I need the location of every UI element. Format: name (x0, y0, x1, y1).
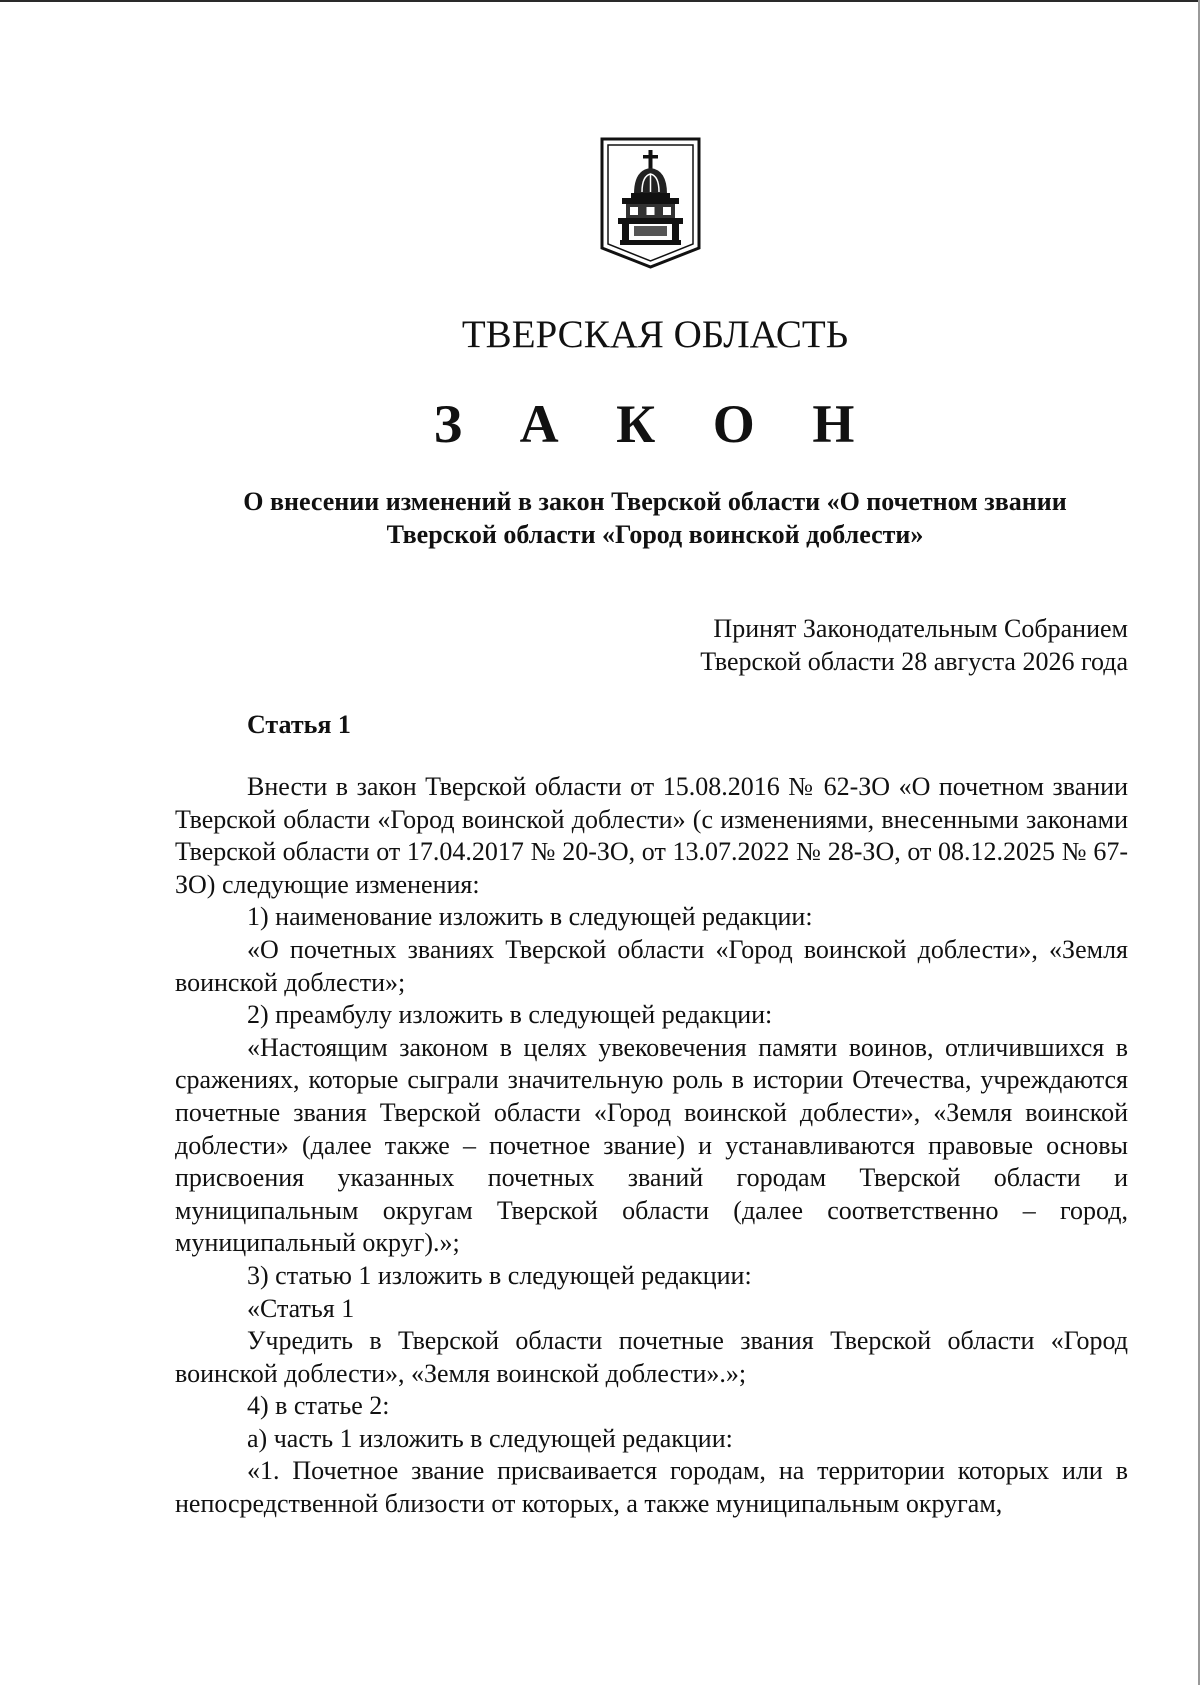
article-body (175, 771, 1128, 1521)
adoption-line-1: Принят Законодательным Собранием (713, 614, 1128, 643)
article-paragraph: «Статья 1 (247, 1293, 355, 1323)
article-paragraph: 3) статью 1 изложить в следующей редакции: (247, 1260, 752, 1290)
article-paragraph: 1) наименование изложить в следующей редакции: (247, 902, 813, 932)
adoption-note (600, 612, 1128, 678)
document-type: З А К О Н (433, 394, 877, 454)
article-paragraph: «О почетных званиях Тверской области «Город воинской доблести», «Земля воинской доблести»; (175, 934, 1128, 997)
article-paragraph: 4) в статье 2: (247, 1391, 390, 1421)
adoption-line-2: Тверской области 28 августа 2026 года (700, 647, 1128, 676)
law-title-line-1: О внесении изменений в закон Тверской области «О почетном звании (243, 487, 1067, 516)
article-heading: Статья 1 (247, 710, 351, 739)
tver-coat-of-arms-icon (598, 136, 703, 271)
article-paragraph: «Настоящим законом в целях увековечения памяти воинов, отличившихся в сражениях, которые сыграли значительную роль в истории Отечества, учреждаются почетные звания Тверской области «Город воинской доблести», «Земля воинской доблести» (далее также – почетное звание) и устанавливаются правовые основы присвоения указанных почетных званий городам Тверской области и муниципальным округам Тверской области (далее соответственно – город, муниципальный округ).»; (175, 1032, 1128, 1258)
article-paragraph: а) часть 1 изложить в следующей редакции: (247, 1423, 733, 1453)
scan-border-top (0, 0, 1200, 2)
article-paragraph: «1. Почетное звание присваивается городам, на территории которых или в непосредственной близости от которых, а также муниципальным округам, (175, 1456, 1128, 1519)
article-paragraph: Внести в закон Тверской области от 15.08.2016 № 62-ЗО «О почетном звании Тверской области «Город воинской доблести» (с изменениями, внесенными законами Тверской области от 17.04.2017 № 20-ЗО, от 13.07.2022 № 28-ЗО, от 08.12.2025 № 67-ЗО) следующие изменения: (175, 772, 1128, 899)
article-paragraph: 2) преамбулу изложить в следующей редакции: (247, 1000, 773, 1030)
law-title (175, 485, 1135, 551)
region-title: ТВЕРСКАЯ ОБЛАСТЬ (461, 313, 849, 356)
article-paragraph: Учредить в Тверской области почетные звания Тверской области «Город воинской доблести», «Земля воинской доблести».»; (175, 1326, 1128, 1388)
law-title-line-2: Тверской области «Город воинской доблести» (386, 520, 924, 549)
